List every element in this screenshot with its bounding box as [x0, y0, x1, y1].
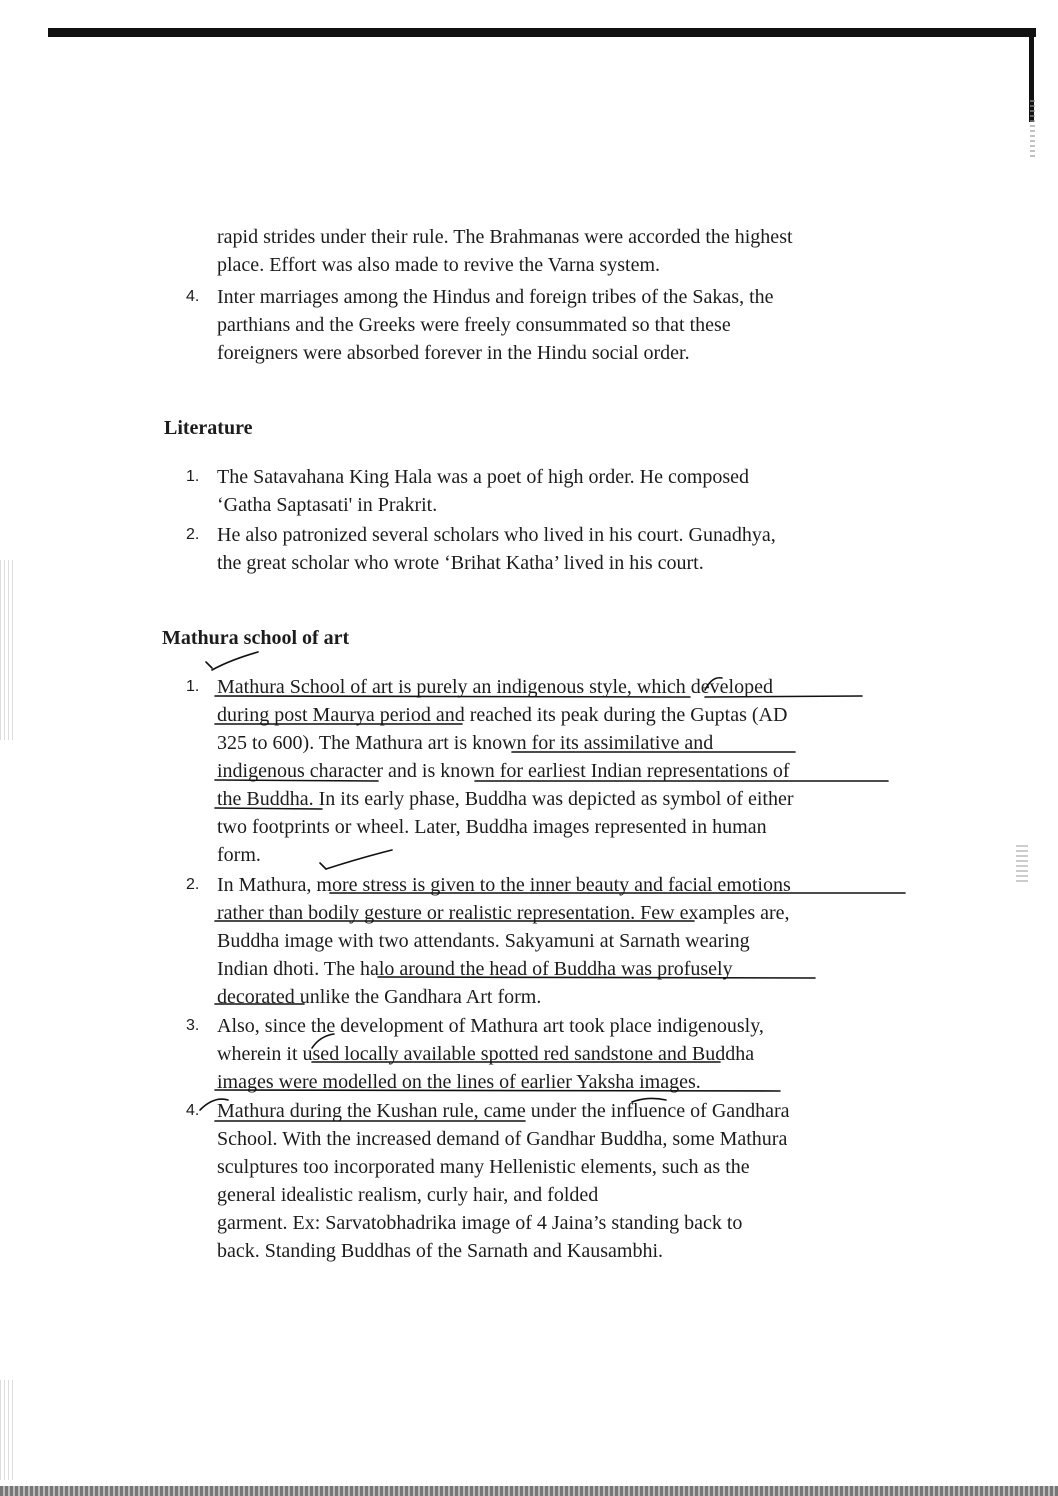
pen-tick-mark: [326, 850, 392, 869]
list-item-line: Inter marriages among the Hindus and foreign tribes of the Sakas, the: [217, 286, 774, 308]
list-item-line: back. Standing Buddhas of the Sarnath and Kausambhi.: [217, 1240, 664, 1262]
list-item-line: School. With the increased demand of Gandhar Buddha, some Mathura: [217, 1128, 788, 1150]
intro-line: rapid strides under their rule. The Brahmanas were accorded the highest: [217, 226, 793, 248]
list-item-line: the great scholar who wrote ‘Brihat Katha’ lived in his court.: [217, 552, 704, 574]
list-number: 2.: [186, 876, 200, 893]
list-item-line: foreigners were absorbed forever in the Hindu social order.: [217, 342, 690, 364]
list-item-line: sculptures too incorporated many Hellenistic elements, such as the: [217, 1156, 750, 1178]
section-heading-mathura: Mathura school of art: [162, 627, 350, 649]
list-item-line: ‘Gatha Saptasati' in Prakrit.: [217, 494, 438, 516]
scan-bottom-border: [0, 1486, 1058, 1496]
list-item-line: Indian dhoti. The halo around the head of Buddha was profusely: [217, 958, 733, 980]
list-item-line: images were modelled on the lines of earlier Yaksha images.: [217, 1071, 701, 1093]
list-number: 4.: [186, 1102, 200, 1119]
list-number: 1.: [186, 678, 200, 695]
list-number: 4.: [186, 288, 200, 305]
scan-right-mark: [1016, 845, 1028, 885]
list-item-line: parthians and the Greeks were freely consummated so that these: [217, 314, 731, 336]
list-number: 3.: [186, 1017, 200, 1034]
list-item-line: indigenous character and is known for earliest Indian representations of: [217, 760, 790, 782]
intro-line: place. Effort was also made to revive the Varna system.: [217, 254, 661, 276]
pen-tick-mark: [320, 863, 326, 869]
list-item-line: The Satavahana King Hala was a poet of high order. He composed: [217, 466, 750, 488]
list-item-line: rather than bodily gesture or realistic representation. Few examples are,: [217, 902, 790, 924]
list-item-line: the Buddha. In its early phase, Buddha was depicted as symbol of either: [217, 788, 794, 810]
list-item-line: Also, since the development of Mathura art took place indigenously,: [217, 1015, 764, 1037]
list-item-line: garment. Ex: Sarvatobhadrika image of 4 Jaina’s standing back to: [217, 1212, 743, 1234]
scan-left-speckle: [0, 560, 14, 740]
list-item-line: two footprints or wheel. Later, Buddha images represented in human: [217, 816, 767, 838]
scan-top-border: [48, 28, 1036, 37]
list-item-line: Mathura School of art is purely an indigenous style, which developed: [217, 676, 773, 698]
list-number: 2.: [186, 526, 200, 543]
list-item-line: general idealistic realism, curly hair, and folded: [217, 1184, 599, 1206]
pen-tick-mark: [206, 662, 212, 668]
list-item-line: decorated unlike the Gandhara Art form.: [217, 986, 542, 1008]
list-item-line: 325 to 600). The Mathura art is known for its assimilative and: [217, 732, 714, 754]
scan-right-speckle: [1030, 100, 1035, 160]
section-heading-literature: Literature: [164, 417, 253, 439]
list-item-line: wherein it used locally available spotted red sandstone and Buddha: [217, 1043, 755, 1065]
list-item-line: form.: [217, 844, 261, 866]
list-number: 1.: [186, 468, 200, 485]
scan-left-speckle: [0, 1380, 14, 1480]
list-item-line: In Mathura, more stress is given to the inner beauty and facial emotions: [217, 874, 791, 896]
pen-tick-mark: [212, 652, 258, 670]
list-item-line: during post Maurya period and reached its peak during the Guptas (AD: [217, 704, 788, 726]
list-item-line: He also patronized several scholars who lived in his court. Gunadhya,: [217, 524, 776, 546]
list-item-line: Mathura during the Kushan rule, came under the influence of Gandhara: [217, 1100, 790, 1122]
list-item-line: Buddha image with two attendants. Sakyamuni at Sarnath wearing: [217, 930, 750, 952]
